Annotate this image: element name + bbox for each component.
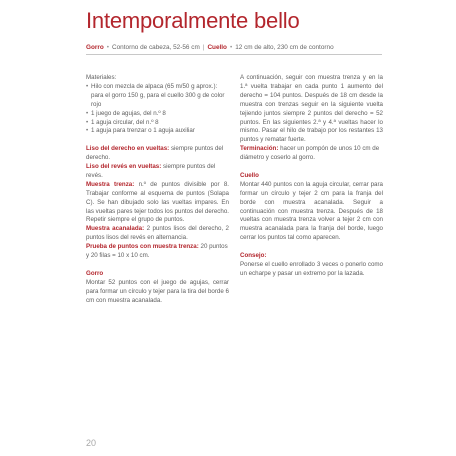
- consejo-heading: Consejo:: [240, 252, 267, 260]
- material-item: • 1 aguja circular, del n.º 8: [86, 119, 229, 128]
- stitch-stockinette: Liso del derecho en vueltas: siempre puntos del derecho.: [86, 145, 224, 162]
- stitch-rib: Muestra acanalada: 2 puntos lisos del derecho, 2 puntos lisos del revés en alternancia.: [86, 225, 229, 242]
- cuello-size-text: 12 cm de alto, 230 cm de contorno: [235, 44, 334, 51]
- consejo-text: Ponerse el cuello enrollado 3 veces o ponerlo como un echarpe y pasar un extremo por la lazada.: [240, 261, 383, 277]
- stitch-cable: Muestra trenza: n.º de puntos divisible por 8. Trabajar conforme al esquema de puntos (Solapa C). Se han dibujado solo las vueltas impares. En las vueltas pares tejer todos los puntos del derecho. Repetir siempre el grupo de puntos.: [86, 180, 229, 224]
- gorro-continuation: A continuación, seguir con muestra trenza y en la 1.ª vuelta trabajar en cada punto 1 aumento del derecho = 104 puntos. Después de 18 cm desde la muestra con trenzas seguir en la siguiente vuelta tejiendo juntos siempre 2 puntos del derecho = 52 puntos. En las siguientes 2.ª y 4.ª vueltas hacer lo mismo. Pasar el hilo de trabajo por los restantes 13 puntos y rematar fuerte.: [240, 74, 383, 144]
- gorro-size-label: Gorro: [86, 44, 104, 51]
- terminacion: Terminación: hacer un pompón de unos 10 cm de diámetro y coserlo al gorro.: [240, 145, 380, 162]
- material-item: • Hilo con mezcla de alpaca (65 m/50 g aprox.): para el gorro 150 g, para el cuello 300 g de color rojo: [86, 83, 229, 110]
- size-info: Gorro • Contorno de cabeza, 52-56 cm | Cuello • 12 cm de alto, 230 cm de contorno: [86, 44, 334, 51]
- gorro-text: Montar 52 puntos con el juego de agujas, cerrar para formar un círculo y tejer para la tira del borde 6 cm con muestra acanalada.: [86, 278, 229, 304]
- stitch-reverse: Liso del revés en vueltas: siempre puntos del revés.: [86, 163, 216, 179]
- materials-list: [86, 83, 229, 136]
- material-item: • 1 juego de agujas, del n.º 8: [86, 110, 229, 119]
- material-item: • 1 aguja para trenzar o 1 aguja auxiliar: [86, 127, 229, 136]
- gauge: Prueba de puntos con muestra trenza: 20 puntos y 20 filas = 10 x 10 cm.: [86, 243, 228, 260]
- gorro-heading: Gorro: [86, 269, 104, 277]
- right-column: [240, 74, 383, 279]
- size-divider: |: [202, 44, 205, 51]
- materials-heading: Materiales:: [86, 74, 117, 81]
- cuello-text: Montar 440 puntos con la aguja circular, cerrar para formar un círculo y tejer 2 cm para la franja del borde con muestra acanalada. Seguir a continuación con muestra trenza. Después de 18 vueltas con muestra trenza volver a tejer 2 cm con muestra acanalada para la franja del borde, luego cerrar los puntos tal como aparecen.: [240, 180, 383, 242]
- page-title: Intemporalmente bello: [86, 8, 300, 33]
- cuello-size-label: Cuello: [207, 44, 227, 51]
- cuello-heading: Cuello: [240, 171, 259, 179]
- gorro-size-text: Contorno de cabeza, 52-56 cm: [112, 44, 200, 51]
- header-divider: [86, 54, 382, 55]
- left-column: [86, 74, 229, 306]
- page-number: 20: [86, 438, 97, 448]
